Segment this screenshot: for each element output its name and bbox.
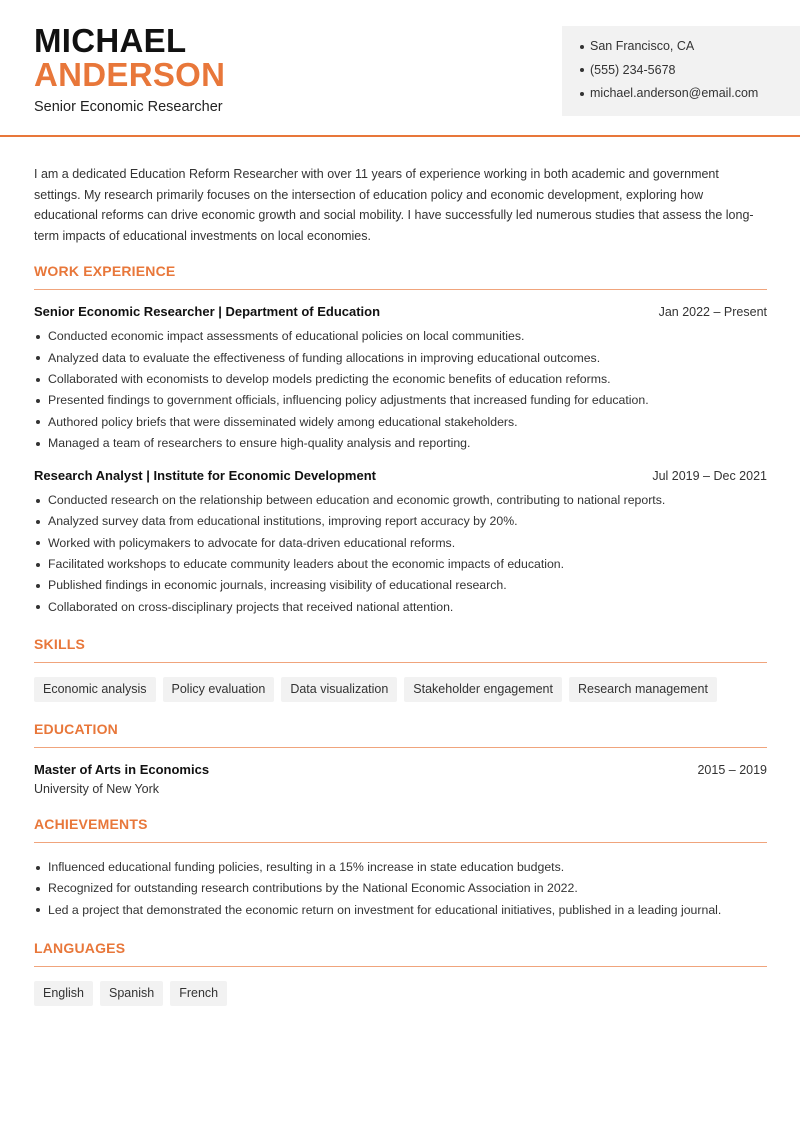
contact-phone	[580, 59, 800, 83]
bullet-icon	[36, 356, 40, 360]
languages-heading: LANGUAGES	[34, 940, 767, 967]
job-bullet	[34, 554, 767, 575]
bullet-icon	[36, 605, 40, 609]
job-bullet-text: Presented findings to government officials, influencing policy adjustments that increased funding for education.	[48, 393, 649, 408]
last-name: ANDERSON	[34, 56, 226, 93]
job-bullet-text: Worked with policymakers to advocate for data-driven educational reforms.	[48, 535, 456, 550]
bullet-icon	[36, 541, 40, 545]
education-entry	[34, 762, 767, 777]
job-bullet	[34, 326, 767, 347]
job-bullet-text: Collaborated on cross-disciplinary projects that received national attention.	[48, 599, 454, 614]
job-bullet-text: Authored policy briefs that were disseminated widely among educational stakeholders.	[48, 414, 518, 429]
bullet-icon	[36, 399, 40, 403]
job-bullet	[34, 348, 767, 369]
bullet-icon	[580, 92, 584, 96]
achievement-item	[34, 857, 767, 878]
bullet-icon	[36, 866, 40, 870]
job-list	[34, 304, 767, 618]
contact-location	[580, 35, 800, 59]
bullet-icon	[36, 378, 40, 382]
job-bullets	[34, 490, 767, 618]
bullet-icon	[580, 45, 584, 49]
job-dates: Jul 2019 – Dec 2021	[652, 469, 767, 484]
job-bullet	[34, 490, 767, 511]
education-heading: EDUCATION	[34, 721, 767, 748]
job-bullet	[34, 511, 767, 532]
job-bullet	[34, 369, 767, 390]
bullet-icon	[36, 335, 40, 339]
job-bullet	[34, 533, 767, 554]
language-tag: Spanish	[100, 981, 163, 1006]
job-bullet-text: Published findings in economic journals, increasing visibility of educational research.	[48, 578, 507, 593]
skill-tag: Data visualization	[281, 677, 397, 702]
job-dates: Jan 2022 – Present	[658, 305, 767, 320]
bullet-icon	[36, 442, 40, 446]
bullet-icon	[580, 68, 584, 72]
language-tag: French	[170, 981, 227, 1006]
bullet-icon	[36, 584, 40, 588]
education-degree: Master of Arts in Economics	[34, 761, 210, 777]
job-title: Senior Economic Researcher	[34, 99, 223, 115]
contact-location-text: San Francisco, CA	[590, 39, 695, 53]
first-name: MICHAEL	[34, 22, 187, 59]
contact-email-text: michael.anderson@email.com	[590, 86, 759, 100]
skills-heading: SKILLS	[34, 636, 767, 663]
skills-list	[34, 677, 767, 702]
bullet-icon	[36, 563, 40, 567]
language-tag: English	[34, 981, 93, 1006]
job-role: Senior Economic Researcher | Department of Education	[34, 304, 381, 320]
bullet-icon	[36, 520, 40, 524]
job-bullet	[34, 433, 767, 454]
job-bullet-text: Managed a team of researchers to ensure high-quality analysis and reporting.	[48, 435, 471, 450]
skill-tag: Research management	[569, 677, 717, 702]
bullet-icon	[36, 887, 40, 891]
bullet-icon	[36, 908, 40, 912]
job-header	[34, 468, 767, 483]
achievements-list	[34, 857, 767, 921]
achievement-item-text: Influenced educational funding policies, resulting in a 15% increase in state education budgets.	[48, 859, 565, 874]
job-bullet	[34, 390, 767, 411]
job-bullet	[34, 597, 767, 618]
bullet-icon	[36, 420, 40, 424]
resume-header	[0, 0, 800, 137]
job-header	[34, 304, 767, 319]
summary: I am a dedicated Education Reform Researcher with over 11 years of experience working in both academic and government settings. My research primarily focuses on the intersection of education policy and economic development, exploring how educational reforms can drive economic growth and social mobility. I have successfully led numerous studies that assess the long-term impacts of educational investments on local economies.	[34, 167, 754, 243]
job-bullet	[34, 412, 767, 433]
contact-email	[580, 82, 800, 106]
languages-list	[34, 981, 767, 1006]
skill-tag: Economic analysis	[34, 677, 156, 702]
job-entry	[34, 304, 767, 454]
skill-tag: Policy evaluation	[163, 677, 275, 702]
job-bullet	[34, 575, 767, 596]
job-bullet-text: Conducted research on the relationship between education and economic growth, contributing to national reports.	[48, 493, 666, 508]
resume-body	[34, 164, 767, 1025]
work-experience-heading: WORK EXPERIENCE	[34, 263, 767, 290]
job-bullet-text: Collaborated with economists to develop models predicting the economic benefits of education reforms.	[48, 371, 611, 386]
bullet-icon	[36, 499, 40, 503]
contact-phone-text: (555) 234-5678	[590, 62, 676, 77]
job-bullet-text: Conducted economic impact assessments of educational policies on local communities.	[48, 329, 525, 344]
skill-tag: Stakeholder engagement	[404, 677, 562, 702]
job-bullet-text: Analyzed survey data from educational institutions, improving report accuracy by 20%.	[48, 514, 518, 529]
education-school: University of New York	[34, 781, 160, 796]
achievement-item-text: Led a project that demonstrated the economic return on investment for educational initiatives, published in a leading journal.	[48, 902, 722, 917]
achievement-item-text: Recognized for outstanding research contributions by the National Economic Association in 2022.	[48, 881, 578, 896]
achievement-item	[34, 900, 767, 921]
achievement-item	[34, 878, 767, 899]
contact-box	[562, 26, 800, 116]
job-bullets	[34, 326, 767, 454]
job-bullet-text: Facilitated workshops to educate community leaders about the economic impacts of education.	[48, 557, 565, 572]
job-bullet-text: Analyzed data to evaluate the effectiveness of funding allocations in improving educational outcomes.	[48, 350, 601, 365]
education-dates: 2015 – 2019	[697, 762, 767, 777]
achievements-heading: ACHIEVEMENTS	[34, 816, 767, 843]
job-role: Research Analyst | Institute for Economic Development	[34, 468, 376, 484]
job-entry	[34, 468, 767, 618]
